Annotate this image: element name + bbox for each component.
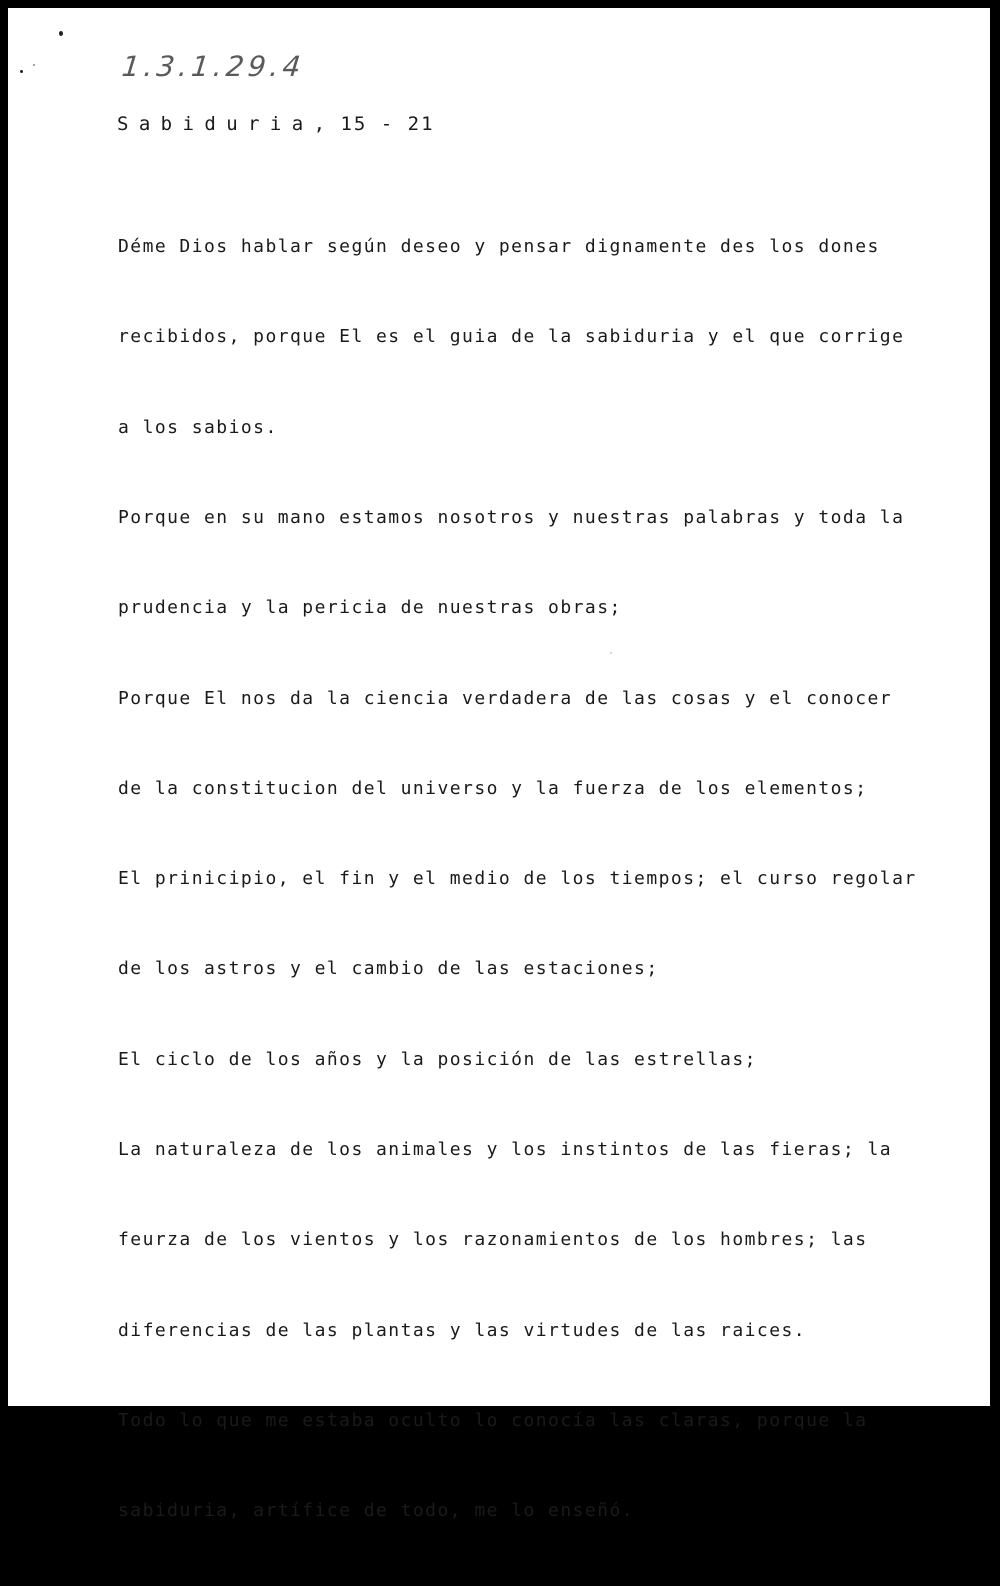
speck-mark bbox=[20, 70, 23, 73]
text-line: La naturaleza de los animales y los instintos de las fieras; la bbox=[118, 1139, 893, 1160]
document-page bbox=[8, 8, 990, 1522]
text-line: recibidos, porque El es el guia de la sabiduria y el que corrige bbox=[118, 326, 905, 348]
text-line: Porque en su mano estamos nosotros y nuestras palabras y toda la bbox=[118, 507, 905, 529]
passage-title: Sabiduria bbox=[117, 113, 314, 135]
passage-heading bbox=[117, 113, 435, 135]
text-line: El prinicipio, el fin y el medio de los tiempos; el curso regolar bbox=[118, 868, 917, 890]
speck-mark bbox=[33, 64, 35, 66]
text-line: sabiduria, artífice de todo, me lo enseñó. bbox=[118, 1500, 635, 1522]
text-line: Déme Dios hablar según deseo y pensar dignamente des los dones bbox=[118, 236, 880, 258]
text-line: Porque El nos da la ciencia verdadera de las cosas y el conocer bbox=[118, 687, 893, 709]
text-line: de los astros y el cambio de las estaciones; bbox=[118, 958, 659, 980]
handwritten-archive-number: 1.3.1.29.4 bbox=[120, 50, 307, 83]
text-line: prudencia y la pericia de nuestras obras; bbox=[118, 597, 622, 619]
passage-reference: , 15 - 21 bbox=[313, 113, 435, 135]
text-line: feurza de los vientos y los razonamientos de los hombres; las bbox=[118, 1229, 868, 1251]
text-line: de la constitucion del universo y la fuerza de los elementos; bbox=[118, 777, 868, 799]
text-line: a los sabios. bbox=[118, 416, 278, 438]
text-line: El ciclo de los años y la posición de las estrellas; bbox=[118, 1048, 757, 1070]
passage-body bbox=[118, 172, 917, 1586]
speck-mark bbox=[59, 31, 63, 36]
text-line: Todo lo que me estaba oculto lo conocía las claras, porque la bbox=[118, 1409, 868, 1431]
text-line: diferencias de las plantas y las virtudes de las raices. bbox=[118, 1319, 807, 1341]
